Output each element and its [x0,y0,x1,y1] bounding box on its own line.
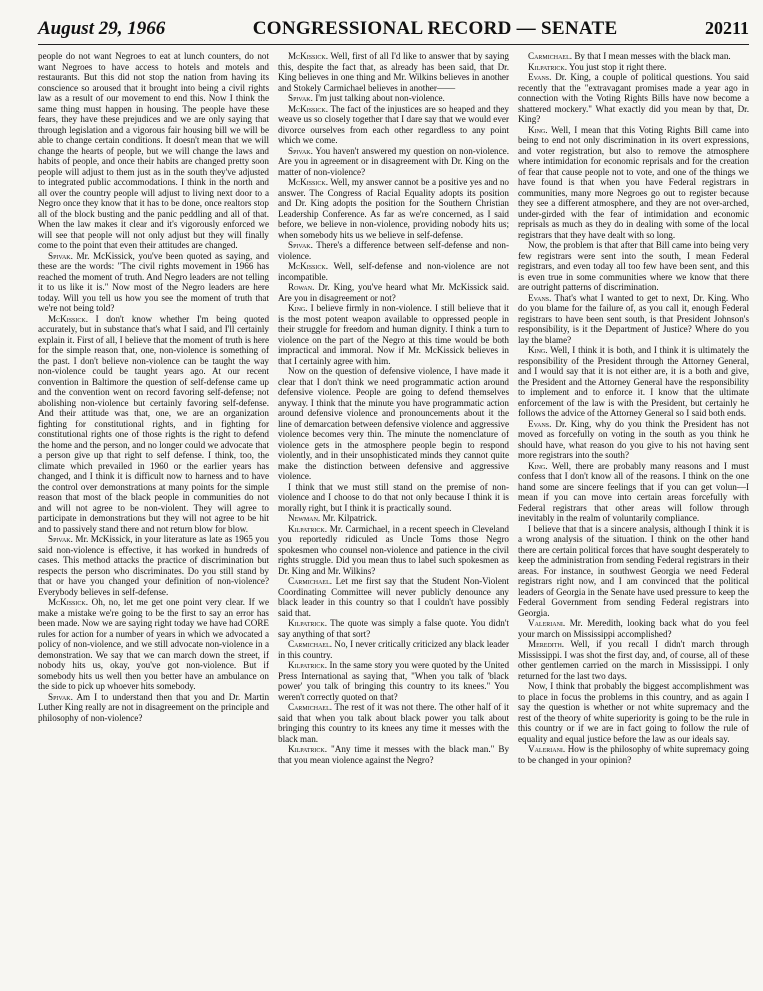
speaker-name: McKissick. [48,597,88,607]
speaker-name: Spivak. [288,145,313,156]
speaker-name: King. [288,303,308,313]
paragraph [278,618,509,639]
speaker-name: Carmichael. [288,702,333,712]
paragraph [38,692,269,724]
paragraph-text: The quote was simply a false quote. You didn't say anything of that sort? [278,618,509,639]
paragraph [518,240,749,293]
paragraph [278,104,509,146]
paragraph-text: Mr. Meredith, looking back what do you feel your march on Mississippi accomplished? [518,618,749,639]
paragraph [278,660,509,702]
paragraph [518,345,749,419]
speaker-name: Meredith. [528,639,565,649]
paragraph [38,51,269,251]
paragraph-text: I believe that that is a sincere analysis, although I think it is a wrong analysis of the situation. I think on the other hand there are certain political forces that have sought desperately to keep the administration from sending Federal registrars in their areas. For instance, in southwest Georgia we need Federal registrars right now, and I am convinced that the political leaders of Georgia in the Senate have used pressure to keep the Federal Government from sending Federal registrars into Georgia. [518,523,749,618]
paragraph-text: Well, if you recall I didn't march through Mississippi. I was shot the first day, and, of course, all of these other gentlemen carried on the march in Mississippi. I only returned for the last two days. [518,639,749,681]
speaker-name: Kilpatrick. [288,618,327,628]
paragraph [278,261,509,282]
paragraph [38,314,269,535]
speaker-name: Spivak. [48,691,73,702]
paragraph [518,72,749,125]
speaker-name: Kilpatrick. [288,744,327,754]
speaker-name: Evans. [528,418,552,429]
speaker-name: Evans. [528,72,552,82]
paragraph-text: Dr. King, a couple of political questions. You said recently that the "extravagant promises made a year ago in connection with the Voting Rights Bills have now become a shattered mockery." What exactly did you mean by that, Dr. King? [518,72,749,124]
paragraph-text: Am I to understand then that you and Dr. Martin Luther King really are not in disagreement on the principle and philosophy of non-violence? [38,691,269,723]
paragraph-text: "Any time it messes with the black man." By that you mean violence against the Negro? [278,744,509,765]
paragraph [38,534,269,597]
paragraph-text: In the same story you were quoted by the United Press International as saying that, "When you talk of 'black power' you talk of bringing this country to its knees." You weren't correctly quoted on that? [278,660,509,702]
paragraph-text: Well, first of all I'd like to answer that by saying this, despite the fact that, as already has been said, that Dr. King believes in one thing and Mr. Wilkins believes in another and Stokely Carmichael believes in another—— [278,51,509,93]
paragraph-text: Mr. Kilpatrick. [322,513,377,523]
paragraph-text: Well, my answer cannot be a positive yes and no answer. The Congress of Racial Equality adopts its position and Dr. King adopts the position for the Southern Christian Leadership Conference. As far as we're concerned, as I said before, we believe in non-violence, providing nobody hits us; when somebody hits us we believe in self-defense. [278,177,509,240]
speaker-name: Spivak. [48,534,73,544]
speaker-name: Newman. [288,513,321,523]
speaker-name: King. [528,124,548,135]
paragraph-text: There's a difference between self-defense and non-violence. [278,240,509,261]
speaker-name: Spivak. [48,250,73,261]
paragraph [278,639,509,660]
header-title: CONGRESSIONAL RECORD — SENATE [252,18,618,39]
paragraph-text: Mr. McKissick, you've been quoted as saying, and these are the words: "The civil rights movement in 1966 has reached the moment of truth. And Negro leaders are not telling it to us like it is." Now most of the Negro leaders are here today. Will you tell us how you see the moment of truth that we're not being told? [38,250,269,313]
paragraph [278,177,509,240]
paragraph [278,240,509,261]
speaker-name: Carmichael. [288,639,333,649]
paragraph [518,744,749,765]
speaker-name: McKissick. [288,103,328,114]
paragraph [278,702,509,744]
paragraph-text: Now, the problem is that after that Bill came into being very few registrars were sent into the south, I mean Federal registrars, and even today all too few have been sent, and this is even true in some communities where we know that there are outright patterns of discrimination. [518,240,749,292]
paragraph [278,51,509,93]
paragraph-text: I think that we must still stand on the premise of non-violence and I choose to do that not only because I think it is morally right, but I think it is practically sound. [278,481,509,513]
paragraph-text: You just stop it right there. [568,61,667,72]
paragraph [518,293,749,346]
column-1 [38,51,269,991]
paragraph-text: Well, self-defense and non-violence are not incompatible. [278,261,509,282]
speaker-name: Kilpatrick. [288,660,327,670]
paragraph-text: Now, I think that probably the biggest accomplishment was to place in focus the problems in this country, and as again I say the question is whether or not white supremacy and the rest of the theory of white superiority is going to be the rule in this country or if we are in fact going to follow the rule of equality and equal justice before the law as our ideals say. [518,681,749,744]
paragraph-text: By that I mean messes with the black man. [574,51,731,61]
paragraph [518,461,749,524]
paragraph-text: That's what I wanted to get to next, Dr. King. Who do you blame for the failure of, as you call it, enough Federal registrars to have been sent south, is that President Johnson's responsibility, is it the Department of Justice? Where do you lay the blame? [518,292,749,345]
paragraph [278,744,509,765]
speaker-name: Evans. [528,292,552,303]
paragraph-text: No, I never critically criticized any black leader in this country. [278,639,509,660]
speaker-name: Valeriani. [528,618,566,628]
paragraph-text: You haven't answered my question on non-violence. Are you in agreement or in disagreement with Dr. King on the matter of non-violence? [278,145,509,177]
speaker-name: Carmichael. [288,576,333,586]
speaker-name: King. [528,460,548,471]
paragraph [518,62,749,73]
paragraph [518,524,749,619]
paragraph-text: Dr. King, you've heard what Mr. McKissick said. Are you in disagreement or not? [278,282,509,303]
paragraph [518,51,749,62]
speaker-name: Kilpatrick. [528,61,567,72]
paragraph [518,419,749,461]
paragraph [518,125,749,241]
paragraph [38,251,269,314]
paragraph-text: Mr. Carmichael, in a recent speech in Cleveland you reportedly ridiculed as Uncle Toms those Negro spokesmen who counsel non-violence and patience in the civil rights struggle. Did you mean thus to label such spokesmen as Dr. King and Mr. Wilkins? [278,523,509,576]
paragraph-text: Dr. King, why do you think the President has not moved as forcefully on voting in the south as you think he should have, what reason do you give to his not having sent more registrars into the south? [518,418,749,460]
paragraph [278,303,509,366]
paragraph-text: I'm just talking about non-violence. [315,93,445,103]
speaker-name: King. [528,345,548,355]
paragraph [278,146,509,178]
paragraph [278,282,509,303]
paragraph-text: Well, I mean that this Voting Rights Bill came into being to end not only discrimination in its overt expressions, and voter registration, but also to remove the atmosphere where intimidation for economic reprisals and for the creation of fear that cause people not to vote, and one of the things we have found is that when you have Federal registrars in communities, many more Negroes go out to register because they see a different atmosphere, and they are not over-arched, under-girded with the fear of intimidation and economic reprisals as much as they do in dealing with some of the local registrars that they have dealt with so long. [518,124,749,240]
paragraph [38,597,269,692]
paragraph-text: Well, I think it is both, and I think it is ultimately the responsibility of the President through the Attorney General, and I would say that it is not either are, it is a both and give, the President and the Attorney General have the responsibility to implement and to enforce it. I know that the ultimate enforcement of the law is with the President, but certainly he follows the advice of the Attorney General so I said both ends. [518,345,749,418]
speaker-name: Spivak. [288,93,313,103]
paragraph-text: The rest of it was not there. The other half of it said that when you talk about black power you talk about bringing this country to its knees any time it messes with the black man. [278,702,509,744]
paragraph-text: Mr. McKissick, in your literature as late as 1965 you said non-violence is effective, it has worked in hundreds of cases. This method attacks the practice of discrimination but respects the person who discriminates. Do you still stand by that or have you changed your definition of non-violence? Everybody believes in self-defense. [38,534,269,597]
speaker-name: Rowan. [288,282,315,292]
paragraph [518,618,749,639]
text-columns [38,51,749,991]
speaker-name: McKissick. [288,261,328,271]
paragraph-text: I don't know whether I'm being quoted accurately, but in substance that's what I said, and I'll certainly explain it. First of all, I believe that the moment of truth is here for the simple reason that, one, non-violence is something of the past. I don't believe non-violence can be taught the way non-violence could be taught years ago. At our recent convention in Baltimore the question of self-defense came up and the convention went on record favoring self-defense; not abolishing non-violence but certainly favoring self-defense. And their attitude was that, one, we are an organization fighting for constitutional rights, and in fighting for constitutional rights one of those rights is the right to defend the home and the person, and no longer could we advocate that a person give up that right to self defense. I think, too, the climate which prevailed in 1960 or the earlier years has changed, and I think it is difficult now to harness and to have the control over demonstrations at many points for the simple reason that most of the black people in communities do not and will not agree to be non-violent. They will agree to participate in demonstrations but they will not agree to be hit and to passively stand there and not return blow for blow. [38,313,269,534]
speaker-name: Spivak. [288,240,313,250]
paragraph-text: The fact of the injustices are so heaped and they weave us so closely together that I dare say that we would ever divorce ourselves from each other regardless to any point which we come. [278,103,509,145]
paragraph-text: How is the philosophy of white supremacy going to be changed in your opinion? [518,744,749,765]
speaker-name: Valeriani. [528,744,566,754]
paragraph-text: people do not want Negroes to eat at lunch counters, do not want Negroes to have access to hotels and motels and restaurants. But this did not stop the nation from having its conscience so aroused that it brought into being a civil rights law as a result of our movement to end this. Now I think the same thing must happen in housing. The people have these fears, they have these prejudices and we are only saying that through legislation and a vigorous fair housing bill we will be able to change certain conditions. It doesn't mean that we will change the hearts of people, but we will change the laws and habits of people, and once their habits are changed pretty soon people will adjust to them just as in the south they've adjusted to integrated public accommodations. I think in the north and all over the country people will adjust to living next door to a Negro once they know that it has to be done, once realtors stop all of the block busting and the panic peddling and all of that. When the law makes it clear and it's vigorously enforced we will see that people will not only adjust but they will finally come to the point that even their attitudes are changed. [38,51,269,250]
column-3 [518,51,749,991]
header-date: August 29, 1966 [38,18,166,39]
paragraph [278,366,509,482]
paragraph [278,482,509,514]
paragraph [518,639,749,681]
speaker-name: Kilpatrick. [288,523,327,534]
paragraph [518,681,749,744]
page-header [38,18,749,45]
paragraph [278,93,509,104]
paragraph-text: Oh, no, let me get one point very clear. If we make a mistake we're going to be the first to say an error has been made. Now we are saying right today we have had CORE rules for action for a number of years in which we advocated a policy of non-violence, and we still advocate non-violence in a demonstration. We say that we can march down the street, if nobody hits us, okay, you've got non-violence. But if somebody hits us well then you better have an ambulance on the side to pick up whoever hits somebody. [38,597,269,691]
header-page-number: 20211 [704,18,749,38]
speaker-name: McKissick. [288,177,328,187]
paragraph-text: Well, there are probably many reasons and I must confess that I don't know all of the reasons. I think on the one hand some are sincere feelings that if you can get volun—I mean if you can move into certain areas forcefully with Federal registrars that other areas will follow through inevitably in the realm of voluntarily compliance. [518,460,749,523]
column-2 [278,51,509,991]
paragraph-text: Let me first say that the Student Non-Violent Coordinating Committee will never publicly denounce any black leader in this country so that I couldn't have possibly said that. [278,576,509,618]
paragraph-text: I believe firmly in non-violence. I still believe that it is the most potent weapon available to oppressed people in their struggle for freedom and human dignity. I think a turn to violence on the part of the Negro at this time would be both impractical and immoral. Now if Mr. McKissick believes in that I certainly agree with him. [278,303,509,366]
paragraph [278,576,509,618]
speaker-name: McKissick. [48,313,88,324]
paragraph [278,524,509,577]
paragraph [278,513,509,524]
paragraph-text: Now on the question of defensive violence, I have made it clear that I don't think we need programmatic action around defensive violence. People are going to defend themselves anyway. I think that the minute you have programmatic action around defensive violence and pronouncements about it the line of demarcation between defensive violence and aggressive violence becomes very thin. The minute the nomenclature of violence gets in the atmosphere people begin to respond violently, and in their unsophisticated minds they cannot quite make the distinction between defensive and aggressive violence. [278,366,509,481]
speaker-name: McKissick. [288,51,328,61]
speaker-name: Carmichael. [528,51,573,61]
